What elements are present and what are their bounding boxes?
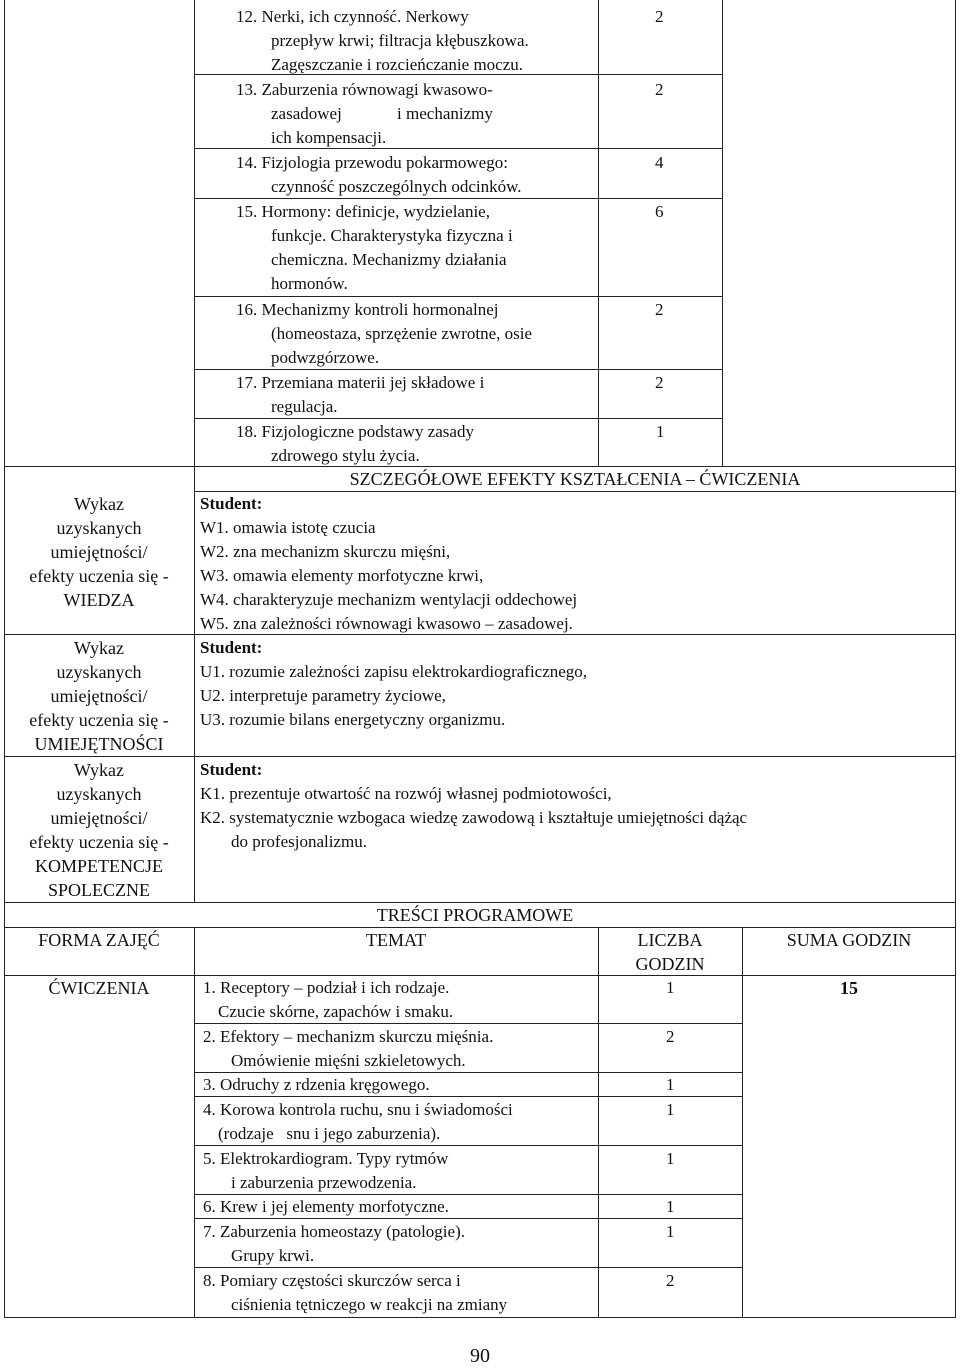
program-topic-line: (rodzaje snu i jego zaburzenia). <box>218 1124 441 1143</box>
topic-hours: 6 <box>655 202 664 221</box>
outcome-item: do profesjonalizmu. <box>231 832 367 851</box>
program-topic-line: 7. Zaburzenia homeostazy (patologie). <box>203 1222 465 1241</box>
program-topic-line: 3. Odruchy z rdzenia kręgowego. <box>203 1075 430 1094</box>
topic-line: hormonów. <box>271 274 348 293</box>
topic-line: (homeostaza, sprzężenie zwrotne, osie <box>271 324 533 343</box>
student-label: Student: <box>200 494 263 513</box>
topic-line: chemiczna. Mechanizmy działania <box>271 250 507 269</box>
divider-form-col <box>194 927 195 1318</box>
form-value: ĆWICZENIA <box>48 978 150 998</box>
topic-line: zdrowego stylu życia. <box>271 446 420 465</box>
topic-line: zasadowej i mechanizmy <box>271 104 493 123</box>
row-label-line: Wykaz <box>74 638 124 658</box>
row-label-line: uzyskanych <box>56 662 142 682</box>
program-topic-line: ciśnienia tętniczego w reakcji na zmiany <box>231 1295 508 1314</box>
row-label-line: uzyskanych <box>56 518 142 538</box>
program-topic-line: 8. Pomiary częstości skurczów serca i <box>203 1271 461 1290</box>
topic-line: 12. Nerki, ich czynność. Nerkowy <box>236 7 469 26</box>
col-header-hours: LICZBA <box>637 930 703 950</box>
program-topic-line: Omówienie mięśni szkieletowych. <box>231 1051 466 1070</box>
topic-line: 15. Hormony: definicje, wydzielanie, <box>236 202 490 221</box>
row-label-line: umiejętności/ <box>50 808 148 828</box>
row-label-line: KOMPETENCJE <box>34 856 163 876</box>
row-label-line: efekty uczenia się - <box>29 710 169 730</box>
topic-line: 14. Fizjologia przewodu pokarmowego: <box>236 153 508 172</box>
col-header-hours: GODZIN <box>635 954 705 974</box>
outcomes-bottom <box>194 491 956 492</box>
row-label-line: Wykaz <box>74 494 124 514</box>
bottom-border <box>4 1317 956 1318</box>
program-hours: 1 <box>666 978 675 997</box>
program-hours: 1 <box>666 1222 675 1241</box>
topic-hours: 1 <box>656 422 665 441</box>
outcome-item: W2. zna mechanizm skurczu mięśni, <box>200 542 451 561</box>
topic-line: przepływ krwi; filtracja kłębuszkowa. <box>271 31 529 50</box>
umiejetnosci-bottom <box>4 756 956 757</box>
topic-hours: 2 <box>655 300 664 319</box>
program-topic-line: Czucie skórne, zapachów i smaku. <box>218 1002 454 1021</box>
program-hours: 1 <box>666 1149 675 1168</box>
topic-hours: 4 <box>655 153 664 172</box>
divider-label-col <box>194 0 195 902</box>
row-label-line: UMIEJĘTNOŚCI <box>34 734 164 754</box>
student-label: Student: <box>200 638 263 657</box>
row-sep <box>194 296 722 297</box>
topic-line: podwzgórzowe. <box>271 348 380 367</box>
student-label: Student: <box>200 760 263 779</box>
row-label-line: umiejętności/ <box>50 686 148 706</box>
program-topic-line: 1. Receptory – podział i ich rodzaje. <box>203 978 450 997</box>
program-heading: TREŚCI PROGRAMOWE <box>376 905 574 925</box>
page-number: 90 <box>470 1345 490 1367</box>
outcome-item: W5. zna zależności równowagi kwasowo – zasadowej. <box>200 614 573 633</box>
divider-hours-col <box>598 927 599 1318</box>
outcomes-heading: SZCZEGÓŁOWE EFEKTY KSZTAŁCENIA – ĆWICZENIA <box>349 469 801 489</box>
topic-line: 17. Przemiana materii jej składowe i <box>236 373 485 392</box>
topic-line: Zagęszczanie i rozcieńczanie moczu. <box>271 55 524 74</box>
sum-value: 15 <box>840 978 858 998</box>
outcome-item: U3. rozumie bilans energetyczny organizmu. <box>200 710 506 729</box>
outcome-item: W3. omawia elementy morfotyczne krwi, <box>200 566 484 585</box>
program-topic-line: i zaburzenia przewodzenia. <box>231 1173 417 1192</box>
topic-line: 16. Mechanizmy kontroli hormonalnej <box>236 300 499 319</box>
topic-line: 13. Zaburzenia równowagi kwasowo- <box>236 80 493 99</box>
topic-line: regulacja. <box>271 397 338 416</box>
topic-line: funkcje. Charakterystyka fizyczna i <box>271 226 513 245</box>
program-topic-line: 2. Efektory – mechanizm skurczu mięśnia. <box>203 1027 494 1046</box>
row-label-line: umiejętności/ <box>50 542 148 562</box>
col-header-topic: TEMAT <box>366 930 426 950</box>
outcome-item: K2. systematycznie wzbogaca wiedzę zawodową i kształtuje umiejętności dążąc <box>200 808 748 827</box>
topic-line: czynność poszczególnych odcinków. <box>271 177 522 196</box>
col-header-sum: SUMA GODZIN <box>786 930 912 950</box>
outcome-item: U1. rozumie zależności zapisu elektrokardiograficznego, <box>200 662 588 681</box>
divider-hours-col-top <box>598 0 599 466</box>
divider-sum-col-top <box>722 0 723 466</box>
right-border <box>955 0 956 1318</box>
program-topic-line: Grupy krwi. <box>231 1246 315 1265</box>
program-hours: 2 <box>666 1271 675 1290</box>
row-label-line: uzyskanych <box>56 784 142 804</box>
outcome-item: U2. interpretuje parametry życiowe, <box>200 686 446 705</box>
topic-line: 18. Fizjologiczne podstawy zasady <box>236 422 474 441</box>
row-label-line: efekty uczenia się - <box>29 832 169 852</box>
outcome-item: W1. omawia istotę czucia <box>200 518 376 537</box>
topic-hours: 2 <box>655 80 664 99</box>
row-label-line: efekty uczenia się - <box>29 566 169 586</box>
topic-hours: 2 <box>655 7 664 26</box>
program-hours: 1 <box>666 1100 675 1119</box>
outcome-item: K1. prezentuje otwartość na rozwój własnej podmiotowości, <box>200 784 612 803</box>
col-header-form: FORMA ZAJĘĆ <box>38 930 160 950</box>
topic-hours: 2 <box>655 373 664 392</box>
row-label-line: SPOLECZNE <box>47 880 150 900</box>
program-topic-line: 5. Elektrokardiogram. Typy rytmów <box>203 1149 449 1168</box>
row-label-line: WIEDZA <box>63 590 135 610</box>
program-hours: 1 <box>666 1197 675 1216</box>
topic-line: ich kompensacji. <box>271 128 387 147</box>
program-hours: 1 <box>666 1075 675 1094</box>
outcome-item: W4. charakteryzuje mechanizm wentylacji oddechowej <box>200 590 578 609</box>
program-topic-line: 4. Korowa kontrola ruchu, snu i świadomości <box>203 1100 513 1119</box>
row-label-line: Wykaz <box>74 760 124 780</box>
program-hours: 2 <box>666 1027 675 1046</box>
program-topic-line: 6. Krew i jej elementy morfotyczne. <box>203 1197 449 1216</box>
